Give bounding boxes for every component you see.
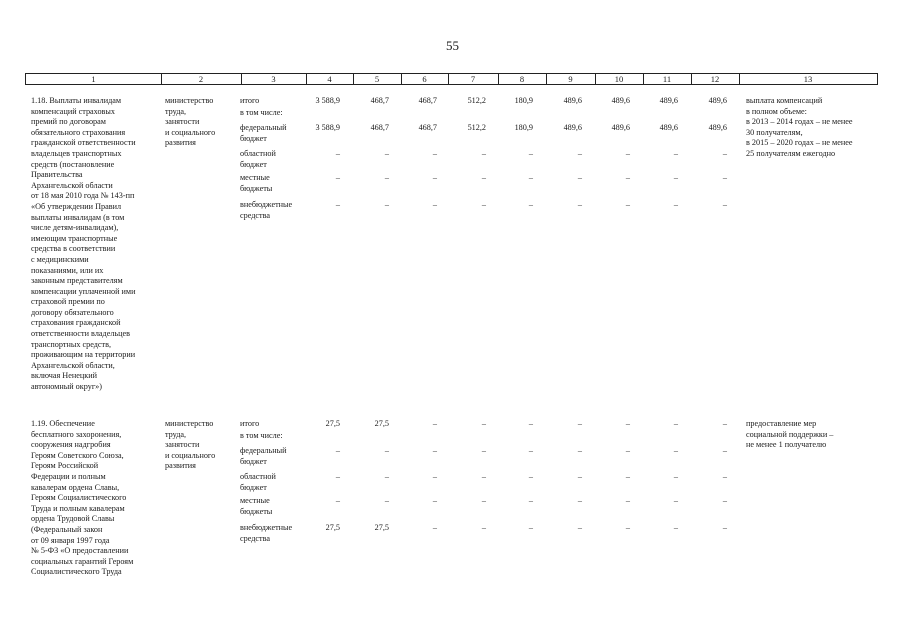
col-header-2: 2 <box>198 74 204 84</box>
row-1-value-4-5: – <box>577 200 582 209</box>
row-1-value-0-3: 512,2 <box>467 96 486 105</box>
row-1-value-2-2: – <box>432 149 437 158</box>
row-2-value-1-1: – <box>384 446 389 455</box>
row-1-value-4-7: – <box>673 200 678 209</box>
row-2-value-1-2: – <box>432 446 437 455</box>
row-1-value-1-4: 180,9 <box>514 123 533 132</box>
row-2-value-4-2: – <box>432 523 437 532</box>
row-2-value-4-0: 27,5 <box>325 523 340 532</box>
row-2-value-2-8: – <box>722 472 727 481</box>
row-2-value-0-6: – <box>625 419 630 428</box>
row-2-value-1-6: – <box>625 446 630 455</box>
row-2-value-3-8: – <box>722 496 727 505</box>
row-1-18-name: 1.18. Выплаты инвалидам компенсаций страховых премий по договорам обязательного страхования гражданской ответственности владельцев транспортных средств (постановление Правительства Архангельской области от 18 мая 2010 года № 143-пп «Об утверждении Правил выплаты инвалидам (в том числе детям-инвалидам), имеющим транспортные средства в соответствии с медицинскими показаниями, или их законным представителям компенсации уплаченной ими страховой премии по договору обязательного страхования гражданской ответственности владельцев транспортных средств, проживающим на территории Архангельской области, включая Ненецкий автономный округ») <box>31 96 136 392</box>
col-header-10: 10 <box>614 74 624 84</box>
col-header-7: 7 <box>470 74 476 84</box>
row-2-value-3-5: – <box>577 496 582 505</box>
row-1-value-1-2: 468,7 <box>418 123 437 132</box>
row-2-value-1-8: – <box>722 446 727 455</box>
row-2-value-4-5: – <box>577 523 582 532</box>
row-2-fin-label-0: итого <box>240 419 260 428</box>
row-1-value-4-6: – <box>625 200 630 209</box>
row-2-value-3-7: – <box>673 496 678 505</box>
row-1-value-2-3: – <box>481 149 486 158</box>
row-2-value-4-1: 27,5 <box>374 523 389 532</box>
row-2-value-4-8: – <box>722 523 727 532</box>
row-2-value-0-7: – <box>673 419 678 428</box>
row-1-value-2-4: – <box>528 149 533 158</box>
row-2-value-3-1: – <box>384 496 389 505</box>
row-1-value-0-6: 489,6 <box>611 96 630 105</box>
row-2-value-2-0: – <box>335 472 340 481</box>
row-1-fin-label-4: местные бюджеты <box>240 173 273 193</box>
row-1-value-0-4: 180,9 <box>514 96 533 105</box>
row-2-fin-label-2: федеральный бюджет <box>240 446 287 466</box>
row-1-value-3-8: – <box>722 173 727 182</box>
row-2-value-0-1: 27,5 <box>374 419 389 428</box>
col-header-4: 4 <box>327 74 332 84</box>
row-2-value-0-5: – <box>577 419 582 428</box>
row-1-value-3-3: – <box>481 173 486 182</box>
col-header-11: 11 <box>662 74 672 84</box>
row-1-value-4-4: – <box>528 200 533 209</box>
row-1-19-result: предоставление мер социальной поддержки – не менее 1 получателю <box>746 419 834 450</box>
row-2-value-1-7: – <box>673 446 678 455</box>
row-1-fin-label-3: областной бюджет <box>240 149 276 169</box>
row-2-value-2-1: – <box>384 472 389 481</box>
row-1-value-0-5: 489,6 <box>563 96 582 105</box>
row-1-value-4-8: – <box>722 200 727 209</box>
column-number-header <box>25 73 878 85</box>
row-1-value-2-7: – <box>673 149 678 158</box>
row-2-value-4-4: – <box>528 523 533 532</box>
row-1-fin-label-5: внебюджетные средства <box>240 200 293 220</box>
col-header-13: 13 <box>803 74 813 84</box>
row-2-value-0-3: – <box>481 419 486 428</box>
col-header-1: 1 <box>91 74 96 84</box>
row-1-value-3-4: – <box>528 173 533 182</box>
row-2-value-4-3: – <box>481 523 486 532</box>
row-2-fin-label-4: местные бюджеты <box>240 496 273 516</box>
row-1-value-0-7: 489,6 <box>659 96 678 105</box>
row-1-value-3-7: – <box>673 173 678 182</box>
row-2-value-0-0: 27,5 <box>325 419 340 428</box>
row-2-value-0-4: – <box>528 419 533 428</box>
row-1-value-3-1: – <box>384 173 389 182</box>
col-header-8: 8 <box>519 74 525 84</box>
row-1-18-executor: министерство труда, занятости и социального развития <box>165 96 216 148</box>
row-2-value-1-0: – <box>335 446 340 455</box>
row-1-value-1-3: 512,2 <box>467 123 486 132</box>
row-1-fin-label-2: федеральный бюджет <box>240 123 287 143</box>
row-1-value-1-7: 489,6 <box>659 123 678 132</box>
row-1-value-0-8: 489,6 <box>708 96 727 105</box>
row-1-value-0-0: 3 588,9 <box>315 96 340 105</box>
row-1-value-1-0: 3 588,9 <box>315 123 340 132</box>
row-1-value-1-8: 489,6 <box>708 123 727 132</box>
row-2-value-0-2: – <box>432 419 437 428</box>
row-1-value-4-2: – <box>432 200 437 209</box>
row-1-value-1-6: 489,6 <box>611 123 630 132</box>
col-header-12: 12 <box>710 74 720 84</box>
row-1-value-1-1: 468,7 <box>370 123 389 132</box>
row-2-value-2-6: – <box>625 472 630 481</box>
row-1-value-4-1: – <box>384 200 389 209</box>
row-1-value-4-3: – <box>481 200 486 209</box>
row-2-value-0-8: – <box>722 419 727 428</box>
row-1-value-4-0: – <box>335 200 340 209</box>
row-1-value-3-0: – <box>335 173 340 182</box>
row-1-value-2-0: – <box>335 149 340 158</box>
row-2-value-2-2: – <box>432 472 437 481</box>
row-1-value-2-5: – <box>577 149 582 158</box>
row-1-value-1-5: 489,6 <box>563 123 582 132</box>
row-1-18-result: выплата компенсаций в полном объеме: в 2013 – 2014 годах – не менее 30 получателям, в 2015 – 2020 годах – не менее 25 получателям ежегодно <box>746 96 853 158</box>
row-1-19-name: 1.19. Обеспечение бесплатного захоронения, сооружения надгробия Героям Советского Союза, Героям Российской Федерации и полным кавалерам ордена Славы, Героям Социалистического Труда и полным кавалерам ордена Трудовой Славы (Федеральный закон от 09 января 1997 года № 5-ФЗ «О предоставлении социальных гарантий Героям Социалистического Труда <box>31 419 134 577</box>
row-1-value-2-8: – <box>722 149 727 158</box>
row-2-value-1-4: – <box>528 446 533 455</box>
row-2-value-3-0: – <box>335 496 340 505</box>
row-2-value-1-5: – <box>577 446 582 455</box>
row-2-fin-label-3: областной бюджет <box>240 472 276 492</box>
col-header-9: 9 <box>568 74 573 84</box>
col-header-3: 3 <box>271 74 276 84</box>
row-1-value-3-5: – <box>577 173 582 182</box>
row-1-value-3-6: – <box>625 173 630 182</box>
col-header-5: 5 <box>374 74 380 84</box>
row-2-value-3-4: – <box>528 496 533 505</box>
row-1-value-2-6: – <box>625 149 630 158</box>
row-2-value-3-6: – <box>625 496 630 505</box>
row-1-value-3-2: – <box>432 173 437 182</box>
row-2-value-2-3: – <box>481 472 486 481</box>
row-1-value-2-1: – <box>384 149 389 158</box>
row-2-value-1-3: – <box>481 446 486 455</box>
row-2-value-4-7: – <box>673 523 678 532</box>
row-1-19-executor: министерство труда, занятости и социального развития <box>165 419 216 471</box>
row-1-fin-label-0: итого <box>240 96 260 105</box>
col-header-6: 6 <box>422 74 427 84</box>
row-2-value-4-6: – <box>625 523 630 532</box>
row-1-value-0-1: 468,7 <box>370 96 389 105</box>
row-2-value-2-5: – <box>577 472 582 481</box>
row-2-value-3-3: – <box>481 496 486 505</box>
row-1-value-0-2: 468,7 <box>418 96 437 105</box>
row-2-fin-label-5: внебюджетные средства <box>240 523 293 543</box>
row-2-value-2-7: – <box>673 472 678 481</box>
row-2-value-3-2: – <box>432 496 437 505</box>
row-2-fin-label-1: в том числе: <box>240 430 283 440</box>
row-1-fin-label-1: в том числе: <box>240 107 283 117</box>
row-2-value-2-4: – <box>528 472 533 481</box>
page-number: 55 <box>446 38 459 53</box>
